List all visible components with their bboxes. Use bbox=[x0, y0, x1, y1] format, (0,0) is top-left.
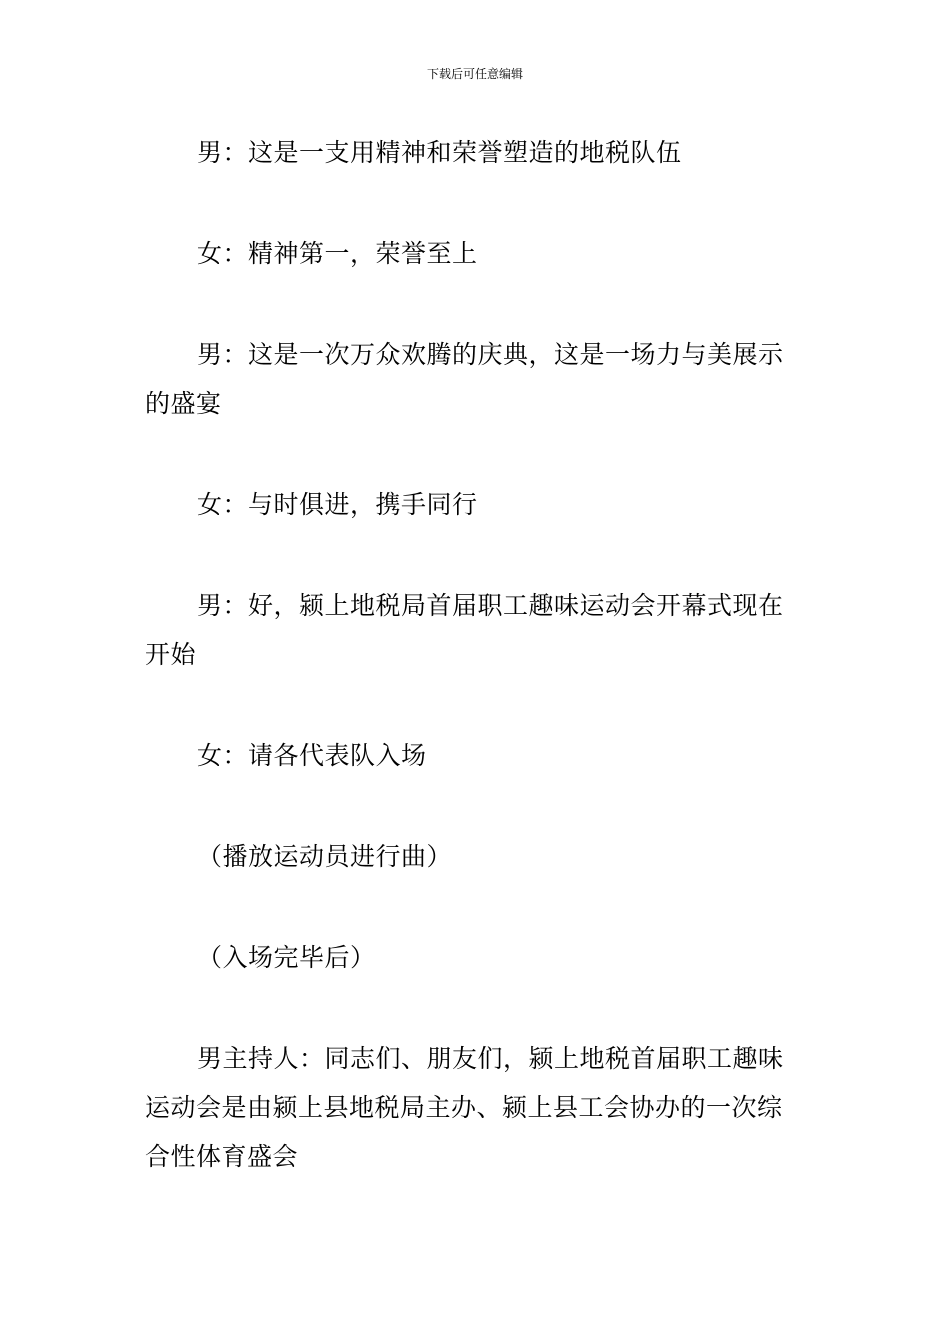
paragraph: 女：与时俱进，携手同行 bbox=[197, 490, 478, 519]
paragraph: （播放运动员进行曲） bbox=[197, 842, 453, 871]
paragraph: 男主持人：同志们、朋友们，颍上地税首届职工趣味运动会是由颍上县地税局主办、颍上县工会协办的一次综合性体育盛会 bbox=[145, 1044, 784, 1171]
paragraph: 男：这是一支用精神和荣誉塑造的地税队伍 bbox=[197, 138, 682, 167]
paragraph: 男：好，颍上地税局首届职工趣味运动会开幕式现在开始 bbox=[145, 591, 784, 669]
paragraph: 女：精神第一，荣誉至上 bbox=[197, 239, 478, 268]
page-header: 下载后可任意编辑 bbox=[426, 67, 523, 81]
paragraph: 男：这是一次万众欢腾的庆典，这是一场力与美展示的盛宴 bbox=[145, 340, 784, 418]
paragraph: 女：请各代表队入场 bbox=[197, 741, 427, 770]
document-body bbox=[145, 128, 807, 1233]
paragraph: （入场完毕后） bbox=[197, 943, 376, 972]
